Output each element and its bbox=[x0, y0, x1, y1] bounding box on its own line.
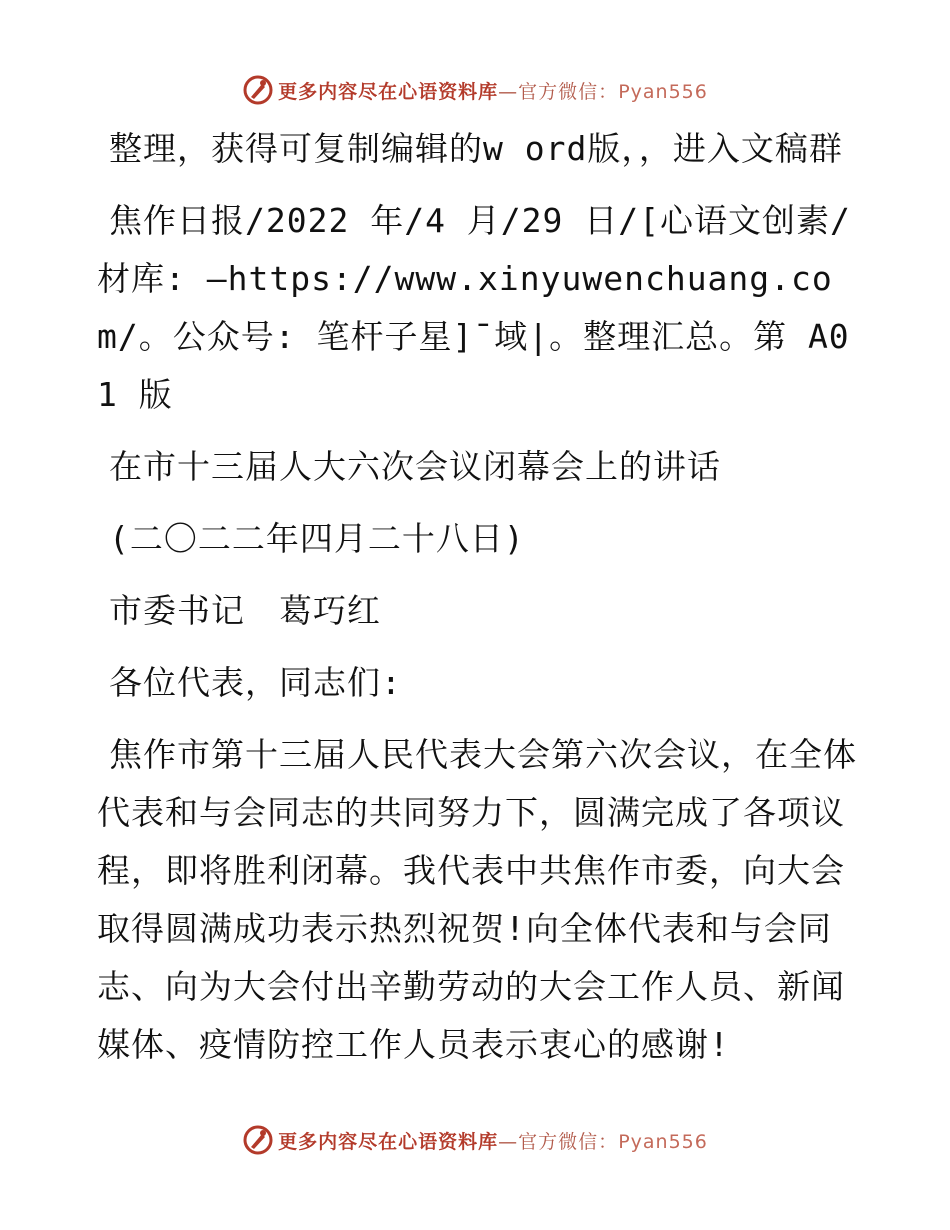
watermark-brand: 更多内容尽在心语资料库 bbox=[278, 1130, 499, 1153]
watermark-separator: — bbox=[498, 80, 519, 103]
watermark-wechat-handle: Pyan556 bbox=[618, 1130, 708, 1153]
paragraph-source: 焦作日报/2022 年/4 月/29 日/[心语文创素/材库: —https://www.xinyuwenchuang.com/。公众号: 笔杆子星]¯域|。整理汇总。第 A01 版 bbox=[97, 201, 851, 414]
watermark-text bbox=[278, 1127, 708, 1154]
document-body bbox=[97, 120, 857, 1088]
watermark-wechat-label: 官方微信： bbox=[518, 1130, 619, 1153]
header-watermark bbox=[0, 70, 950, 110]
speech-date: (二〇二二年四月二十八日) bbox=[109, 519, 525, 558]
watermark-text bbox=[278, 77, 708, 104]
pen-circle-icon bbox=[242, 74, 274, 106]
watermark-separator: — bbox=[498, 1130, 519, 1153]
watermark-wechat-label: 官方微信： bbox=[518, 80, 619, 103]
pen-circle-icon bbox=[242, 1124, 274, 1156]
watermark-brand: 更多内容尽在心语资料库 bbox=[278, 80, 499, 103]
footer-watermark bbox=[0, 1120, 950, 1160]
salutation: 各位代表，同志们: bbox=[109, 663, 402, 702]
watermark-wechat-handle: Pyan556 bbox=[618, 80, 708, 103]
speech-title: 在市十三届人大六次会议闭幕会上的讲话 bbox=[109, 447, 721, 486]
paragraph-intro: 整理，获得可复制编辑的w ord版，，进入文稿群 bbox=[109, 129, 843, 168]
speaker-line: 市委书记 葛巧红 bbox=[109, 591, 381, 630]
paragraph-body: 焦作市第十三届人民代表大会第六次会议，在全体代表和与会同志的共同努力下，圆满完成了各项议程，即将胜利闭幕。我代表中共焦作市委，向大会取得圆满成功表示热烈祝贺!向全体代表和与会同志、向为大会付出辛勤劳动的大会工作人员、新闻媒体、疫情防控工作人员表示衷心的感谢! bbox=[97, 735, 857, 1064]
